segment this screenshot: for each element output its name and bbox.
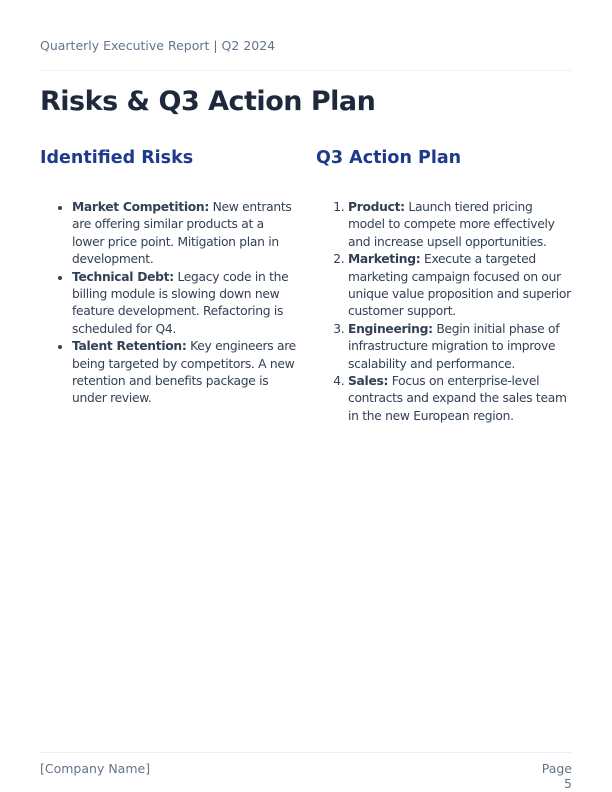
page-title: Risks & Q3 Action Plan bbox=[40, 86, 376, 117]
header-divider bbox=[40, 70, 572, 71]
action-plan-section bbox=[316, 148, 572, 425]
section-heading: Identified Risks bbox=[40, 148, 194, 168]
list-item: 3. Engineering: Begin initial phase of infrastructure migration to improve scalability and performance. bbox=[348, 321, 572, 373]
list-item: • Technical Debt: Legacy code in the billing module is slowing down new feature development. Refactoring is scheduled for Q4. bbox=[72, 269, 296, 339]
list-item: • Market Competition: New entrants are offering similar products at a lower price point. Mitigation plan in development. bbox=[72, 199, 296, 269]
page-label: Page bbox=[541, 761, 572, 776]
list-item: 1. Product: Launch tiered pricing model to compete more effectively and increase upsell opportunities. bbox=[348, 199, 572, 251]
footer-divider bbox=[40, 752, 572, 753]
section-heading: Q3 Action Plan bbox=[316, 148, 462, 168]
page-number: 5 bbox=[564, 776, 572, 791]
report-header: Quarterly Executive Report | Q2 2024 bbox=[40, 38, 276, 53]
action-plan-list bbox=[316, 199, 572, 425]
page-indicator bbox=[532, 761, 572, 791]
list-item: 2. Marketing: Execute a targeted marketing campaign focused on our unique value proposition and superior customer support. bbox=[348, 251, 572, 321]
list-item: 4. Sales: Focus on enterprise-level contracts and expand the sales team in the new European region. bbox=[348, 373, 572, 425]
list-item: • Talent Retention: Key engineers are being targeted by competitors. A new retention and benefits package is under review. bbox=[72, 338, 296, 408]
risks-list bbox=[40, 199, 296, 408]
company-name: [Company Name] bbox=[40, 761, 151, 776]
identified-risks-section bbox=[40, 148, 296, 408]
